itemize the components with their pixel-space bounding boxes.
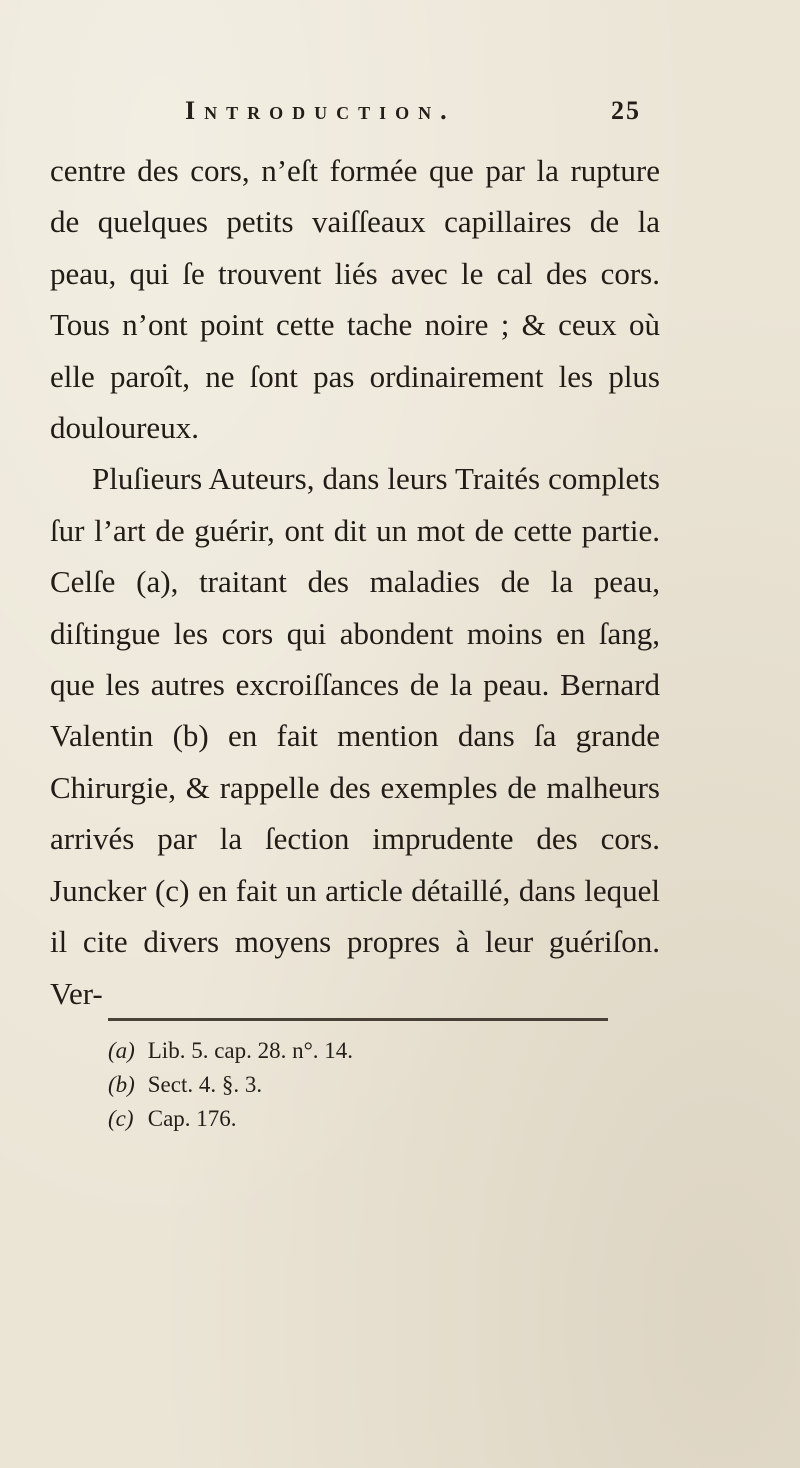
running-head (185, 96, 641, 136)
running-title: Introduction. (185, 96, 456, 125)
footnotes (108, 1034, 608, 1136)
paragraph-2: Pluſieurs Auteurs, dans leurs Traités complets ſur l’art de guérir, ont dit un mot de cette partie. Celſe (a), traitant des maladies de la peau, diſtingue les cors qui abondent moins en ſang, que les autres excroiſſances de la peau. Bernard Valentin (b) en fait mention dans ſa grande Chirurgie, & rappelle des exemples de malheurs arrivés par la ſection imprudente des cors. Juncker (c) en fait un article détaillé, dans lequel il cite divers moyens propres à leur guériſon. Ver- (50, 461, 660, 1011)
footnote-c (108, 1102, 608, 1136)
body-text (50, 145, 660, 1019)
footnote-text: Lib. 5. cap. 28. n°. 14. (147, 1038, 354, 1063)
footnote-text: Cap. 176. (147, 1106, 237, 1131)
footnote-b (108, 1068, 608, 1102)
footnote-mark: (a) (108, 1038, 135, 1063)
footnote-rule (108, 1018, 608, 1021)
footnote-a (108, 1034, 608, 1068)
footnote-mark: (c) (108, 1106, 134, 1131)
footnote-text: Sect. 4. §. 3. (147, 1072, 263, 1097)
page-number: 25 (611, 96, 641, 125)
footnote-mark: (b) (108, 1072, 135, 1097)
paragraph-1: centre des cors, n’eſt formée que par la rupture de quelques petits vaiſſeaux capillaires de la peau, qui ſe trouvent liés avec le cal des cors. Tous n’ont point cette tache noire ; & ceux où elle paroît, ne ſont pas ordinairement les plus douloureux. (50, 153, 660, 446)
